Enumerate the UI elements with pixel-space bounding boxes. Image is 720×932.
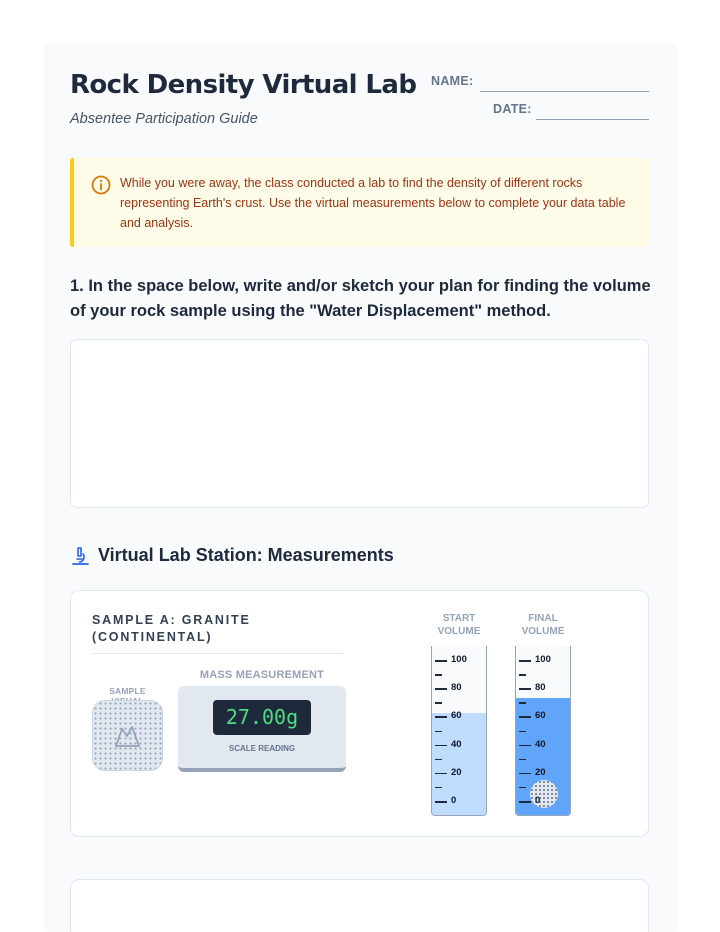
section-title: Virtual Lab Station: Measurements xyxy=(98,545,394,565)
scale-tick xyxy=(435,716,447,718)
final-cylinder xyxy=(515,646,571,816)
scale-caption: SCALE READING xyxy=(228,744,296,753)
worksheet-page xyxy=(44,44,678,932)
date-label: DATE: xyxy=(493,102,532,116)
scale-label: 80 xyxy=(535,682,546,694)
scale-tick xyxy=(519,773,531,775)
scale-tick xyxy=(519,731,526,733)
info-callout xyxy=(70,158,649,247)
microscope-icon xyxy=(70,545,92,567)
start-cylinder xyxy=(431,646,487,816)
scale-tick xyxy=(435,688,447,690)
mountain-icon xyxy=(113,723,143,749)
scale-tick xyxy=(435,660,447,662)
sample-visual-label: SAMPLE xyxy=(109,686,146,696)
scale-label: 40 xyxy=(535,738,546,750)
scale-tick xyxy=(435,702,442,704)
scale-label: 40 xyxy=(451,738,462,750)
date-field[interactable] xyxy=(536,119,649,120)
scale-label: 80 xyxy=(451,682,462,694)
scale-tick xyxy=(519,745,531,747)
scale-tick xyxy=(435,787,442,789)
scale-tick xyxy=(519,688,531,690)
digital-scale xyxy=(178,686,346,772)
scale-tick xyxy=(519,660,531,662)
scale-tick xyxy=(519,716,531,718)
scale-tick xyxy=(519,801,531,803)
scale-label: 0 xyxy=(535,795,541,806)
page-subtitle: Absentee Participation Guide xyxy=(70,111,258,127)
mass-label: MASS MEASUREMENT xyxy=(199,669,325,681)
scale-display: 27.00g xyxy=(213,700,311,735)
info-icon xyxy=(90,174,112,196)
name-label: NAME: xyxy=(431,74,474,88)
scale-label: 100 xyxy=(535,654,551,665)
scale-tick xyxy=(435,745,447,747)
scale-label: 20 xyxy=(535,766,546,778)
page-title: Rock Density Virtual Lab xyxy=(70,70,417,100)
water-fill xyxy=(432,710,486,815)
sample-title: SAMPLE A: GRANITE (CONTINENTAL) xyxy=(92,613,251,644)
scale-tick xyxy=(435,773,447,775)
scale-label: 60 xyxy=(535,710,546,722)
rock-sample-image xyxy=(92,700,163,771)
question-1: 1. In the space below, write and/or sketch your plan for finding the volume of your rock sample using the "Water Displacement" method. xyxy=(70,277,651,320)
callout-text: While you were away, the class conducted a lab to find the density of different rocks representing Earth's crust. Use the virtual measurements below to complete your data table and analysis. xyxy=(120,176,626,230)
scale-tick xyxy=(435,731,442,733)
next-section-card xyxy=(70,879,649,932)
scale-label: 0 xyxy=(451,795,457,806)
answer-box-1[interactable] xyxy=(70,339,649,508)
sample-card xyxy=(70,590,649,837)
scale-label: 60 xyxy=(451,710,462,722)
name-field[interactable] xyxy=(480,91,649,92)
scale-tick xyxy=(519,759,526,761)
scale-tick xyxy=(519,674,526,676)
scale-label: 100 xyxy=(451,654,467,665)
scale-label: 20 xyxy=(451,766,462,778)
divider xyxy=(92,653,344,654)
scale-tick xyxy=(435,759,442,761)
scale-tick xyxy=(519,702,526,704)
scale-tick xyxy=(435,801,447,803)
scale-tick xyxy=(435,674,442,676)
final-volume-label: FINAL VOLUME xyxy=(521,613,565,637)
scale-tick xyxy=(519,787,526,789)
start-volume-label: START VOLUME xyxy=(437,613,481,637)
